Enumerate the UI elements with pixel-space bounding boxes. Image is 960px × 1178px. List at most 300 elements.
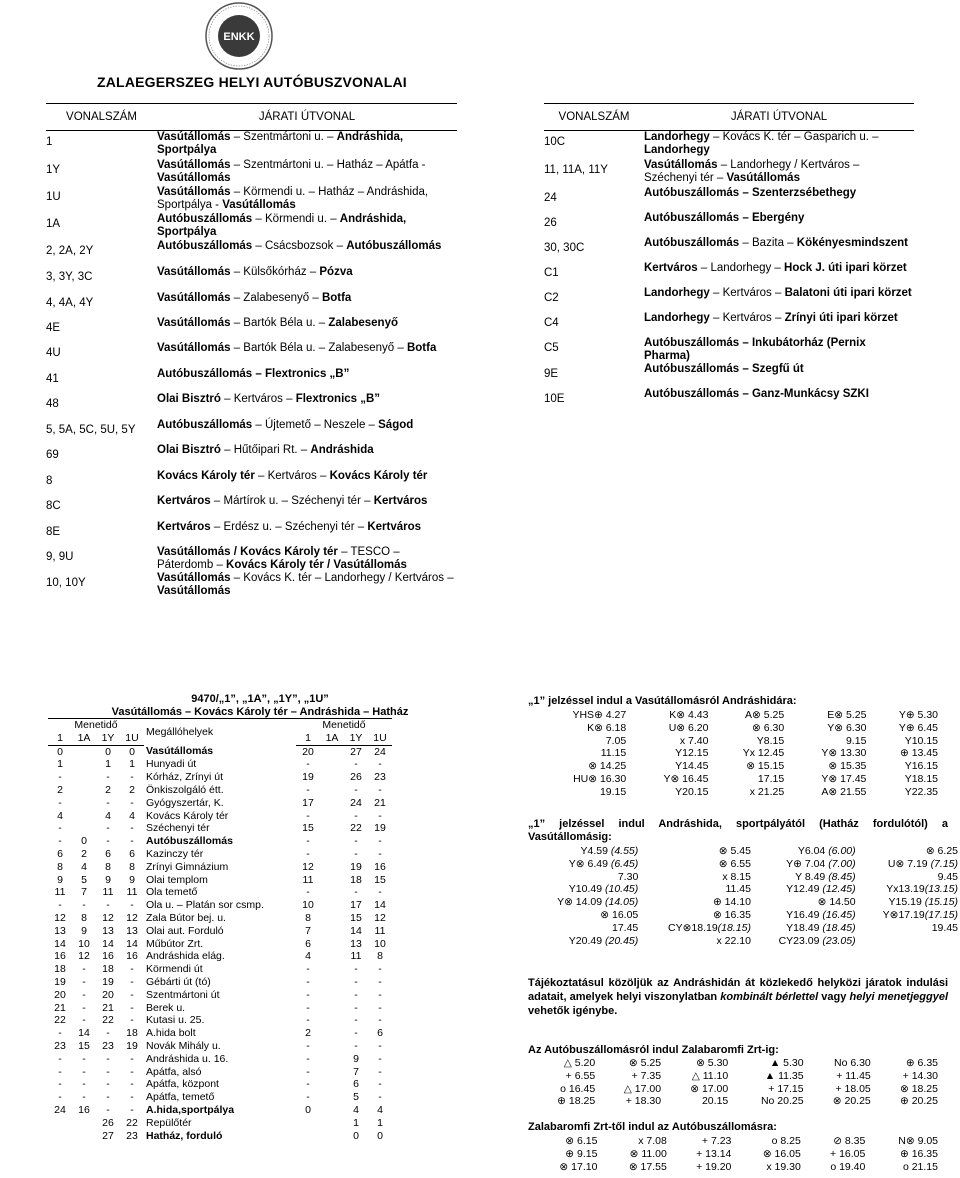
minute-value: 15 <box>350 911 362 924</box>
minute-value <box>320 1091 344 1104</box>
departure-time: YHS⊕ 4.27 <box>572 709 627 721</box>
timetable-row <box>48 874 392 887</box>
route-number: 9E <box>544 367 559 380</box>
return-label: Menetidő <box>296 719 392 732</box>
minute-value <box>320 1002 344 1015</box>
departure-time: Y15.19 (15.15) <box>888 896 958 909</box>
minute-value: 16 <box>126 950 138 963</box>
minute-value: - <box>306 1014 310 1027</box>
departure-time: ⊗ 15.15 <box>746 760 785 773</box>
departure-time: x 19.30 <box>766 1160 801 1173</box>
departure-time: x 21.25 <box>749 785 785 798</box>
route-description: Autóbuszállomás – Flextronics „B” <box>157 367 350 380</box>
stop-name: Novák Mihály u. <box>146 1039 221 1052</box>
minute-value: 18 <box>126 1027 138 1040</box>
departure-time: ⊗ 5.30 <box>696 1057 729 1069</box>
minute-value: 15 <box>374 873 386 886</box>
departure-time <box>856 935 958 948</box>
minute-value: 11 <box>302 873 314 886</box>
departure-time: 9.45 <box>937 870 958 883</box>
minute-value <box>320 1078 344 1091</box>
route-number: 10E <box>544 392 565 405</box>
minute-value: - <box>354 847 358 860</box>
departure-time: ⊗ 6.55 <box>718 857 751 870</box>
stop-name: Andráshida elág. <box>146 950 225 963</box>
minute-value: - <box>58 1078 62 1091</box>
minute-value: 24 <box>54 1103 66 1116</box>
route-number: 4E <box>46 321 61 334</box>
sportpalya-departures <box>528 845 958 947</box>
minute-value: - <box>130 835 134 848</box>
andrashida-departures <box>528 709 938 799</box>
departure-row <box>528 1135 938 1148</box>
col-header: 1Y <box>344 732 368 745</box>
route-number: 8C <box>46 499 61 512</box>
departure-time: ⊗ 16.35 <box>712 908 751 921</box>
minute-value: 0 <box>353 1129 359 1142</box>
minute-value: 0 <box>105 745 111 758</box>
departure-time: ⊗ 17.10 <box>559 1160 598 1173</box>
minute-value: 22 <box>350 822 362 835</box>
col-header: 1A <box>320 732 344 745</box>
stop-name: Berek u. <box>146 1001 186 1014</box>
minute-value: - <box>58 835 62 848</box>
minute-value: 10 <box>78 937 90 950</box>
minute-value <box>320 797 344 810</box>
minute-value: 8 <box>377 950 383 963</box>
minute-value: 4 <box>377 1103 383 1116</box>
minute-value: 1 <box>377 1116 383 1129</box>
stop-name: Körmendi út <box>146 963 203 976</box>
minute-value: - <box>130 1052 134 1065</box>
minute-value <box>320 912 344 925</box>
departure-time: ⊗ 17.00 <box>690 1082 729 1095</box>
route-description: Vasútállomás – Szentmártoni u. – Andráshida, Sportpálya <box>157 131 404 156</box>
minute-value: 9 <box>129 873 135 886</box>
departure-time: Y⊗17.19(17.15) <box>882 908 958 921</box>
route-number: 69 <box>46 448 59 461</box>
route-description: Kertváros – Mártírok u. – Széchenyi tér – Kertváros <box>157 494 428 507</box>
minute-value <box>320 810 344 823</box>
minute-value: 7 <box>305 924 311 937</box>
minute-value: 24 <box>350 796 362 809</box>
route-row <box>544 287 914 312</box>
minute-value: - <box>130 988 134 1001</box>
minute-value: - <box>82 899 86 912</box>
route-description: Autóbuszállomás – Újtemető – Neszele – Ságod <box>157 418 414 431</box>
route-description: Kertváros – Erdész u. – Széchenyi tér – Kertváros <box>157 520 422 533</box>
route-row <box>544 388 914 413</box>
departure-time: Y⊗ 17.45 <box>821 772 867 785</box>
route-row <box>46 292 457 317</box>
route-description: Kovács Károly tér – Kertváros – Kovács Károly tér <box>157 469 428 482</box>
stop-name: Ola u. – Platán sor csmp. <box>146 899 264 912</box>
minute-value: - <box>354 988 358 1001</box>
departure-time: Y6.04 (6.00) <box>797 845 856 857</box>
minute-value: 12 <box>102 911 114 924</box>
route-row <box>544 337 914 363</box>
route-number: C4 <box>544 316 559 329</box>
departure-time: Y⊕ 5.30 <box>898 709 938 721</box>
departure-time: ⊕ 20.25 <box>900 1095 938 1108</box>
minute-value: - <box>58 1065 62 1078</box>
route-row <box>544 262 914 287</box>
minute-value: - <box>378 847 382 860</box>
departure-time: Y⊕ 7.04 (7.00) <box>786 857 856 870</box>
minute-value: - <box>130 963 134 976</box>
departure-time: + 17.15 <box>768 1082 804 1095</box>
departure-time: ⊕ 18.25 <box>557 1095 596 1108</box>
timetable-row <box>48 848 392 861</box>
minute-value: - <box>82 1052 86 1065</box>
timetable-row <box>48 938 392 951</box>
minute-value <box>320 1130 344 1143</box>
route-description: Vasútállomás – Zalabesenyő – Botfa <box>157 291 352 304</box>
col-header: 1U <box>120 732 144 745</box>
sportpalya-title: „1” jelzéssel indul Andráshida, sportpályától (Hatház fordulótól) a Vasútállomásig: <box>528 818 948 843</box>
departure-time: + 18.05 <box>835 1082 871 1095</box>
timetable-row <box>48 912 392 925</box>
minute-value: - <box>378 809 382 822</box>
departure-row <box>528 773 938 786</box>
minute-value: - <box>306 886 310 899</box>
minute-value: 4 <box>81 860 87 873</box>
minute-value: 2 <box>129 783 135 796</box>
timetable-row <box>48 745 392 758</box>
minute-value: - <box>130 975 134 988</box>
minute-value: 19 <box>54 975 66 988</box>
route-number: 1Y <box>46 163 61 176</box>
minute-value: - <box>106 1065 110 1078</box>
departure-time: 7.30 <box>617 870 639 883</box>
timetable-row <box>48 1027 392 1040</box>
route-row <box>46 444 457 470</box>
stop-name: Olai templom <box>146 873 208 886</box>
minute-value: 8 <box>105 860 111 873</box>
minute-value: - <box>306 783 310 796</box>
route-description: Landorhegy – Kertváros – Balatoni úti ipari körzet <box>644 286 912 299</box>
minute-value: - <box>354 963 358 976</box>
stops-label: Megállóhelyek <box>144 719 296 746</box>
route-row <box>544 212 914 237</box>
minute-value: - <box>58 771 62 784</box>
route-number: 10C <box>544 136 566 148</box>
minute-value: - <box>378 1039 382 1052</box>
minute-value <box>320 1040 344 1053</box>
minute-value <box>48 1130 72 1143</box>
route-row <box>46 572 457 600</box>
route-description: Olai Bisztró – Kertváros – Flextronics „B” <box>157 392 381 405</box>
departure-time: ⊘ 8.35 <box>833 1135 866 1147</box>
departure-time: ⊕ 9.15 <box>565 1147 598 1160</box>
departure-row <box>528 896 958 909</box>
minute-value: 8 <box>57 860 63 873</box>
departure-time: ⊗ 11.00 <box>629 1147 667 1160</box>
minute-value <box>320 925 344 938</box>
minute-value: 22 <box>54 1014 66 1027</box>
minute-value: - <box>354 783 358 796</box>
minute-value: - <box>106 899 110 912</box>
minute-value: 10 <box>374 937 386 950</box>
departure-time: △ 5.20 <box>563 1057 596 1069</box>
minute-value: 1 <box>57 758 63 771</box>
departure-time: Y10.15 <box>904 734 938 747</box>
minute-value: 6 <box>377 1027 383 1040</box>
route-number: 26 <box>544 216 557 229</box>
departure-time: △ 11.10 <box>691 1069 729 1082</box>
departure-time: Y 8.49 (8.45) <box>795 870 856 883</box>
minute-value: 19 <box>302 771 314 784</box>
minute-value: - <box>82 1001 86 1014</box>
route-description: Vasútállomás – Bartók Béla u. – Zalabesenyő <box>157 316 398 329</box>
minute-value: 23 <box>102 1039 114 1052</box>
departure-time: Y20.49 (20.45) <box>568 934 639 947</box>
minute-value <box>72 1130 96 1143</box>
departure-time: 11.15 <box>600 747 627 760</box>
route-title: Vasútállomás – Kovács Károly tér – Andráshida – Hatház <box>111 706 409 718</box>
departure-time: ⊗ 6.15 <box>565 1135 598 1147</box>
route-number: 10, 10Y <box>46 576 86 589</box>
minute-value <box>320 1117 344 1130</box>
departure-time: CY⊗18.19(18.15) <box>668 921 751 934</box>
minute-value: - <box>130 796 134 809</box>
stop-name: Kórház, Zrínyi út <box>146 771 224 784</box>
minute-value <box>320 938 344 951</box>
minute-value: 6 <box>353 1078 359 1091</box>
timetable-row <box>48 1091 392 1104</box>
minute-value <box>72 797 96 810</box>
minute-value: - <box>306 1039 310 1052</box>
to-station-title: Zalabaromfi Zrt-től indul az Autóbuszállomásra: <box>528 1121 777 1133</box>
minute-value: 19 <box>374 822 386 835</box>
stop-name: Hunyadi út <box>146 758 197 771</box>
route-description: Autóbuszállomás – Csácsbozsok – Autóbuszállomás <box>157 239 442 252</box>
departure-time: Y⊗ 16.45 <box>663 772 709 785</box>
departure-time: ⊗ 15.35 <box>828 760 867 773</box>
route-row <box>46 546 457 572</box>
departure-time: No 6.30 <box>833 1057 871 1069</box>
departure-time: o 21.15 <box>902 1160 938 1173</box>
stop-name: Ola temető <box>146 886 198 899</box>
minute-value <box>320 848 344 861</box>
minute-value: - <box>130 822 134 835</box>
minute-value: - <box>306 1091 310 1104</box>
departure-time: Y⊗ 6.49 (6.45) <box>568 857 639 870</box>
departure-time: HU⊗ 16.30 <box>573 772 627 785</box>
departure-time: + 19.20 <box>696 1160 732 1173</box>
minute-value: - <box>58 1052 62 1065</box>
minute-value: 2 <box>81 847 87 860</box>
departure-time: ▲ 11.35 <box>764 1069 804 1082</box>
minute-value: - <box>106 1052 110 1065</box>
route-row <box>544 131 914 159</box>
minute-value: 13 <box>350 937 362 950</box>
minute-value: 1 <box>353 1116 359 1129</box>
minute-value: 4 <box>129 809 135 822</box>
minute-value: - <box>130 1091 134 1104</box>
minute-value: 9 <box>105 873 111 886</box>
timetable-row <box>48 1104 392 1117</box>
col-number-header: VONALSZÁM <box>558 110 630 123</box>
minute-value <box>320 886 344 899</box>
departure-time: 19.45 <box>931 921 958 934</box>
departure-time: △ 17.00 <box>623 1082 662 1095</box>
timetable-row <box>48 861 392 874</box>
timetable-row <box>48 771 392 784</box>
route-row <box>544 312 914 337</box>
timetable-row <box>48 784 392 797</box>
departure-time: ⊕ 16.35 <box>900 1147 938 1160</box>
minute-value: - <box>306 809 310 822</box>
timetable-row <box>48 925 392 938</box>
departure-time: ⊕ 14.10 <box>712 896 751 909</box>
departure-time: x 7.40 <box>679 734 709 747</box>
route-number: 5, 5A, 5C, 5U, 5Y <box>46 423 136 436</box>
to-station-departures <box>528 1135 938 1173</box>
departure-time: Y12.49 (12.45) <box>786 883 856 896</box>
minute-value: 20 <box>54 988 66 1001</box>
minute-value: 11 <box>54 886 66 899</box>
minute-value: 7 <box>353 1065 359 1078</box>
stop-name: Gyógyszertár, K. <box>146 796 224 809</box>
minute-value <box>320 758 344 771</box>
minute-value: 13 <box>126 924 138 937</box>
route-number: 2, 2A, 2Y <box>46 244 94 257</box>
route-description: Vasútállomás – Bartók Béla u. – Zalabesenyő – Botfa <box>157 341 437 354</box>
stop-name: Repülőtér <box>146 1116 192 1129</box>
departure-time: ⊗ 6.30 <box>752 721 785 734</box>
departure-row <box>528 935 958 948</box>
route-number: 8E <box>46 525 61 538</box>
minute-value: 17 <box>302 796 314 809</box>
minute-value: - <box>106 1103 110 1116</box>
timetable-row <box>48 963 392 976</box>
minute-value: 5 <box>353 1091 359 1104</box>
minute-value: - <box>378 1052 382 1065</box>
minute-value: 16 <box>78 1103 90 1116</box>
minute-value: - <box>378 1001 382 1014</box>
col-header: 1A <box>72 732 96 745</box>
route-number: C2 <box>544 291 559 304</box>
departure-time: x 22.10 <box>716 934 751 947</box>
minute-value: 12 <box>302 860 314 873</box>
route-row <box>46 186 457 213</box>
departure-time: o 16.45 <box>560 1082 596 1095</box>
departure-time: ⊗ 6.25 <box>925 845 958 857</box>
minute-value <box>320 1053 344 1066</box>
minute-value: 13 <box>102 924 114 937</box>
minute-value: - <box>106 771 110 784</box>
departure-time: 17.15 <box>757 772 785 785</box>
route-row <box>544 159 914 187</box>
zalabaromfi-title: Az Autóbuszállomásról indul Zalabaromfi Zrt-ig: <box>528 1044 779 1056</box>
departure-time: Y⊗ 14.09 (14.05) <box>557 896 639 909</box>
timetable-row <box>48 822 392 835</box>
departure-time: CY23.09 (23.05) <box>778 934 856 947</box>
minute-value: 4 <box>57 809 63 822</box>
minute-value: - <box>354 1014 358 1027</box>
stop-name: Zala Bútor bej. u. <box>146 911 226 924</box>
route-row <box>46 393 457 419</box>
route-description: Autóbuszállomás – Ebergény <box>644 211 805 224</box>
minute-value: 4 <box>305 950 311 963</box>
route-number: 30, 30C <box>544 241 585 254</box>
minute-value: - <box>82 1091 86 1104</box>
minute-value: 19 <box>350 860 362 873</box>
minute-value: - <box>354 1027 358 1040</box>
minute-value <box>320 835 344 848</box>
minute-value: - <box>58 899 62 912</box>
minute-value: 22 <box>102 1014 114 1027</box>
departure-time: Yx13.19(13.15) <box>886 883 958 896</box>
departure-time: K⊗ 4.43 <box>669 709 709 721</box>
route-number: 4U <box>46 346 61 359</box>
andrashida-title: „1” jelzéssel indul a Vasútállomásról Andráshidára: <box>528 695 797 707</box>
timetable-row <box>48 1117 392 1130</box>
minute-value <box>320 1014 344 1027</box>
departure-time: Y⊗ 13.30 <box>821 747 867 760</box>
stop-name: Autóbuszállomás <box>146 835 233 848</box>
departure-time: N⊗ 9.05 <box>898 1135 938 1147</box>
departure-time: 11.45 <box>725 883 751 896</box>
minute-value <box>320 784 344 797</box>
minute-value: 7 <box>81 886 87 899</box>
minute-value: - <box>106 835 110 848</box>
minute-value: 11 <box>374 924 386 937</box>
timetable-row <box>48 1130 392 1143</box>
minute-value: 2 <box>105 783 111 796</box>
minute-value <box>296 1130 320 1143</box>
minute-value: - <box>306 1078 310 1091</box>
stop-name: Kovács Károly tér <box>146 809 229 822</box>
departure-time: x 7.08 <box>638 1135 667 1147</box>
stop-name: Vasútállomás <box>146 745 214 758</box>
route-number: 3, 3Y, 3C <box>46 270 93 283</box>
zalabaromfi-departures <box>528 1057 938 1108</box>
minute-value: 16 <box>102 950 114 963</box>
minute-value: 22 <box>126 1116 138 1129</box>
minute-value: - <box>306 1001 310 1014</box>
departure-time: Y16.15 <box>904 760 938 773</box>
minute-value <box>320 771 344 784</box>
departure-time: ⊗ 16.05 <box>600 908 639 921</box>
col-header: 1 <box>48 732 72 745</box>
timetable-header <box>85 693 435 719</box>
minute-value <box>320 1104 344 1117</box>
col-header: 1U <box>368 732 392 745</box>
stop-name: Zrínyi Gimnázium <box>146 860 229 873</box>
stop-name: Gébárti út (tó) <box>146 975 211 988</box>
departure-time: Y⊕ 6.45 <box>898 721 938 734</box>
minute-value: - <box>58 1027 62 1040</box>
minute-value: - <box>354 975 358 988</box>
minute-value: 0 <box>129 745 135 758</box>
departure-row <box>528 845 958 858</box>
minute-value: 0 <box>377 1129 383 1142</box>
route-row <box>46 159 457 186</box>
stop-name: Kazinczy tér <box>146 847 204 860</box>
stop-name: A.hida bolt <box>146 1027 196 1040</box>
minute-value: - <box>378 1091 382 1104</box>
minute-value: - <box>378 758 382 771</box>
departure-time: Y14.45 <box>675 760 709 773</box>
route-description: Vasútállomás – Külsőkórház – Pózva <box>157 265 353 278</box>
departure-time: ⊗ 14.25 <box>588 760 627 773</box>
route-description: Autóbuszállomás – Inkubátorház (Pernix Pharma) <box>644 336 866 362</box>
departure-row <box>528 747 938 760</box>
departure-time: Y4.59 (4.55) <box>580 845 639 857</box>
minute-value: 21 <box>374 796 386 809</box>
